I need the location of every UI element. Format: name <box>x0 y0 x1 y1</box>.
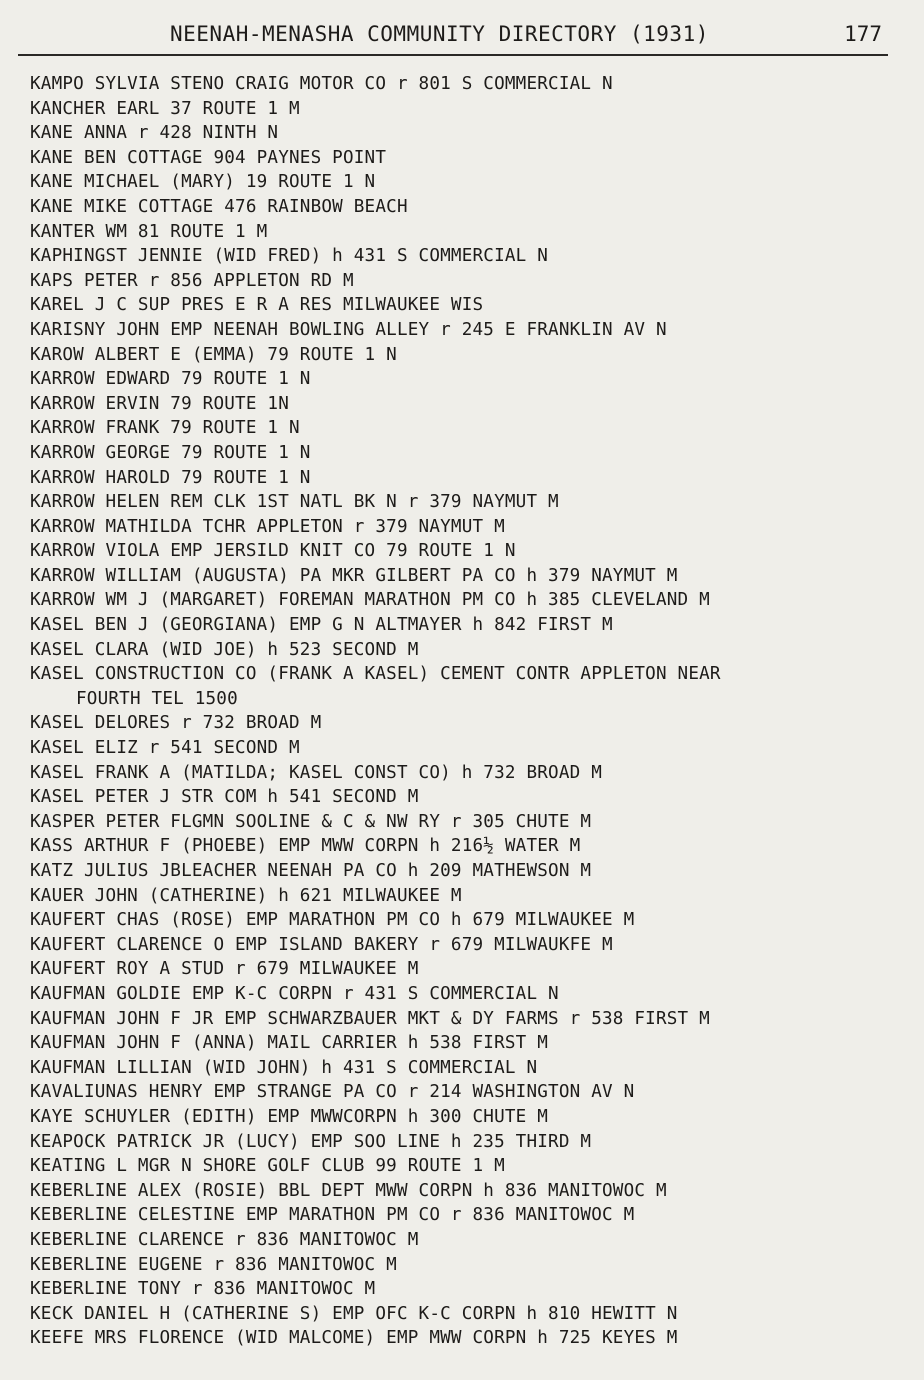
directory-entry: KASEL CLARA (WID JOE) h 523 SECOND M <box>30 639 419 660</box>
directory-entry: KAREL J C SUP PRES E R A RES MILWAUKEE WIS <box>30 295 484 316</box>
directory-entry: KARROW WILLIAM (AUGUSTA) PA MKR GILBERT PA CO h 379 NAYMUT M <box>30 565 678 586</box>
directory-entry: KEBERLINE CLARENCE r 836 MANITOWOC M <box>30 1229 419 1250</box>
directory-entry: KANE MICHAEL (MARY) 19 ROUTE 1 N <box>30 172 376 193</box>
directory-entry: KARROW VIOLA EMP JERSILD KNIT CO 79 ROUTE 1 N <box>30 541 516 562</box>
directory-entry: KAMPO SYLVIA STENO CRAIG MOTOR CO r 801 S COMMERCIAL N <box>30 74 613 94</box>
directory-entry: KAYE SCHUYLER (EDITH) EMP MWWCORPN h 300 CHUTE M <box>30 1106 549 1127</box>
directory-entry: KAUFMAN GOLDIE EMP K-C CORPN r 431 S COMMERCIAL N <box>30 983 559 1004</box>
directory-entry: KARROW MATHILDA TCHR APPLETON r 379 NAYMUT M <box>30 516 505 537</box>
directory-entry: KAVALIUNAS HENRY EMP STRANGE PA CO r 214 WASHINGTON AV N <box>30 1082 635 1103</box>
directory-entry-continuation: FOURTH TEL 1500 <box>76 688 238 709</box>
directory-entry: KARROW HELEN REM CLK 1ST NATL BK N r 379 NAYMUT M <box>30 492 559 513</box>
directory-entry: KEATING L MGR N SHORE GOLF CLUB 99 ROUTE 1 M <box>30 1156 505 1177</box>
directory-entry: KAPS PETER r 856 APPLETON RD M <box>30 270 354 291</box>
directory-entry: KASEL FRANK A (MATILDA; KASEL CONST CO) h 732 BROAD M <box>30 762 602 783</box>
directory-entry: KANE ANNA r 428 NINTH N <box>30 123 279 144</box>
directory-entry: KASS ARTHUR F (PHOEBE) EMP MWW CORPN h 216½ WATER M <box>30 836 581 857</box>
page-header <box>18 22 888 56</box>
directory-entry: KARROW WM J (MARGARET) FOREMAN MARATHON PM CO h 385 CLEVELAND M <box>30 590 710 611</box>
directory-entry: KAUFERT CLARENCE O EMP ISLAND BAKERY r 679 MILWAUKFE M <box>30 934 613 955</box>
page-number: 177 <box>844 22 882 46</box>
directory-entry: KASEL ELIZ r 541 SECOND M <box>30 738 300 759</box>
directory-entry: KARROW ERVIN 79 ROUTE 1N <box>30 393 290 414</box>
directory-entry: KAUFMAN JOHN F JR EMP SCHWARZBAUER MKT & DY FARMS r 538 FIRST M <box>30 1008 710 1029</box>
directory-entry: KASEL PETER J STR COM h 541 SECOND M <box>30 787 419 808</box>
directory-entry: KAUFERT ROY A STUD r 679 MILWAUKEE M <box>30 959 419 980</box>
directory-entry: KARROW GEORGE 79 ROUTE 1 N <box>30 442 311 463</box>
directory-entry: KAUFMAN JOHN F (ANNA) MAIL CARRIER h 538 FIRST M <box>30 1033 549 1054</box>
directory-entries <box>30 72 900 1351</box>
directory-entry: KAUER JOHN (CATHERINE) h 621 MILWAUKEE M <box>30 885 462 906</box>
directory-entry: KASPER PETER FLGMN SOOLINE & C & NW RY r 305 CHUTE M <box>30 811 592 832</box>
directory-entry: KAPHINGST JENNIE (WID FRED) h 431 S COMMERCIAL N <box>30 246 549 267</box>
directory-entry: KAUFMAN LILLIAN (WID JOHN) h 431 S COMMERCIAL N <box>30 1057 538 1078</box>
directory-entry: KEAPOCK PATRICK JR (LUCY) EMP SOO LINE h 235 THIRD M <box>30 1131 592 1152</box>
directory-entry: KARISNY JOHN EMP NEENAH BOWLING ALLEY r 245 E FRANKLIN AV N <box>30 319 667 340</box>
directory-entry: KEBERLINE EUGENE r 836 MANITOWOC M <box>30 1254 397 1275</box>
directory-entry: KATZ JULIUS JBLEACHER NEENAH PA CO h 209 MATHEWSON M <box>30 861 592 881</box>
directory-entry: KANE MIKE COTTAGE 476 RAINBOW BEACH <box>30 196 408 217</box>
directory-entry: KECK DANIEL H (CATHERINE S) EMP OFC K-C CORPN h 810 HEWITT N <box>30 1303 678 1324</box>
directory-entry: KANTER WM 81 ROUTE 1 M <box>30 221 268 242</box>
directory-entry: KARROW HAROLD 79 ROUTE 1 N <box>30 467 311 488</box>
directory-entry: KARROW EDWARD 79 ROUTE 1 N <box>30 369 311 390</box>
directory-entry: KASEL DELORES r 732 BROAD M <box>30 713 322 734</box>
directory-entry: KAUFERT CHAS (ROSE) EMP MARATHON PM CO h 679 MILWAUKEE M <box>30 910 635 931</box>
directory-entry: KANE BEN COTTAGE 904 PAYNES POINT <box>30 147 387 168</box>
directory-entry: KEEFE MRS FLORENCE (WID MALCOME) EMP MWW CORPN h 725 KEYES M <box>30 1328 678 1349</box>
directory-entry: KASEL BEN J (GEORGIANA) EMP G N ALTMAYER h 842 FIRST M <box>30 615 613 636</box>
directory-entry: KAROW ALBERT E (EMMA) 79 ROUTE 1 N <box>30 344 397 365</box>
directory-entry: KEBERLINE ALEX (ROSIE) BBL DEPT MWW CORPN h 836 MANITOWOC M <box>30 1180 667 1201</box>
directory-entry: KANCHER EARL 37 ROUTE 1 M <box>30 98 300 119</box>
directory-title: NEENAH-MENASHA COMMUNITY DIRECTORY (1931) <box>170 22 709 46</box>
directory-entry: KEBERLINE TONY r 836 MANITOWOC M <box>30 1279 376 1300</box>
directory-entry: KARROW FRANK 79 ROUTE 1 N <box>30 418 300 439</box>
directory-entry: KASEL CONSTRUCTION CO (FRANK A KASEL) CEMENT CONTR APPLETON NEAR <box>30 664 721 685</box>
directory-entry: KEBERLINE CELESTINE EMP MARATHON PM CO r 836 MANITOWOC M <box>30 1205 635 1226</box>
